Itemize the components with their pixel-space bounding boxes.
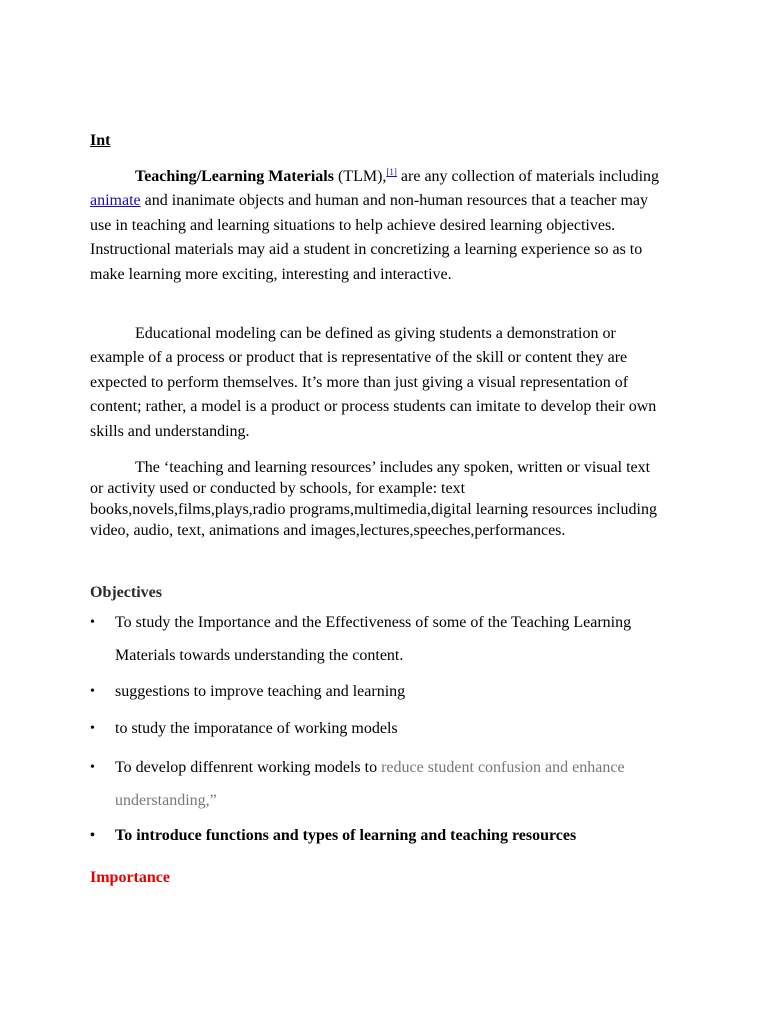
tlm-abbr: (TLM), bbox=[333, 168, 387, 185]
para1-text-a: are any collection of materials including bbox=[396, 168, 660, 185]
list-item bbox=[90, 675, 690, 708]
objective-text bbox=[115, 751, 690, 817]
heading-objectives: Objectives bbox=[90, 584, 162, 601]
bullet-icon: • bbox=[90, 615, 95, 630]
objective-text-prefix: To develop diffenrent working models to bbox=[115, 759, 382, 776]
paragraph-tlm-definition bbox=[90, 165, 660, 287]
reference-link[interactable]: [1] bbox=[386, 167, 397, 177]
para1-text-b: and inanimate objects and human and non-human resources that a teacher may use in teaching and learning situations to help achieve desired learning objectives. Instructional materials may aid a student in concretizing a learning experience so as to make learning more exciting, interesting and interactive. bbox=[90, 192, 649, 283]
tlm-term: Teaching/Learning Materials bbox=[135, 168, 334, 185]
paragraph-educational-modeling: Educational modeling can be defined as giving students a demonstration or example of a process or product that is representative of the skill or content they are expected to perform themselves. It’s more than just giving a visual representation of content; rather, a model is a product or process students can imitate to develop their own skills and understanding. bbox=[90, 325, 657, 440]
list-item bbox=[90, 751, 690, 817]
bullet-icon: • bbox=[90, 828, 95, 843]
heading-int: Int bbox=[90, 132, 111, 149]
objective-text: To introduce functions and types of learning and teaching resources bbox=[115, 827, 577, 844]
heading-importance: Importance bbox=[90, 869, 170, 886]
list-item bbox=[90, 819, 690, 852]
bullet-icon: • bbox=[90, 721, 95, 736]
objective-text: suggestions to improve teaching and learning bbox=[115, 683, 406, 700]
objective-text-grey: reduce student confusion and enhance understanding,” bbox=[115, 759, 625, 809]
animate-link[interactable]: animate bbox=[90, 192, 141, 210]
list-item bbox=[90, 606, 690, 672]
objective-text: To study the Importance and the Effectiveness of some of the Teaching Learning Materials towards understanding the content. bbox=[115, 614, 632, 664]
objective-text: to study the imporatance of working models bbox=[115, 720, 398, 737]
bullet-icon: • bbox=[90, 760, 95, 775]
bullet-icon: • bbox=[90, 684, 95, 699]
list-item bbox=[90, 712, 690, 745]
paragraph-resources: The ‘teaching and learning resources’ includes any spoken, written or visual text or activity used or conducted by schools, for example: text books,novels,films,plays,radio programs,multimedia,digital learning resources including video, audio, text, animations and images,lectures,speeches,performances. bbox=[90, 459, 657, 539]
reference-marker bbox=[386, 163, 397, 178]
